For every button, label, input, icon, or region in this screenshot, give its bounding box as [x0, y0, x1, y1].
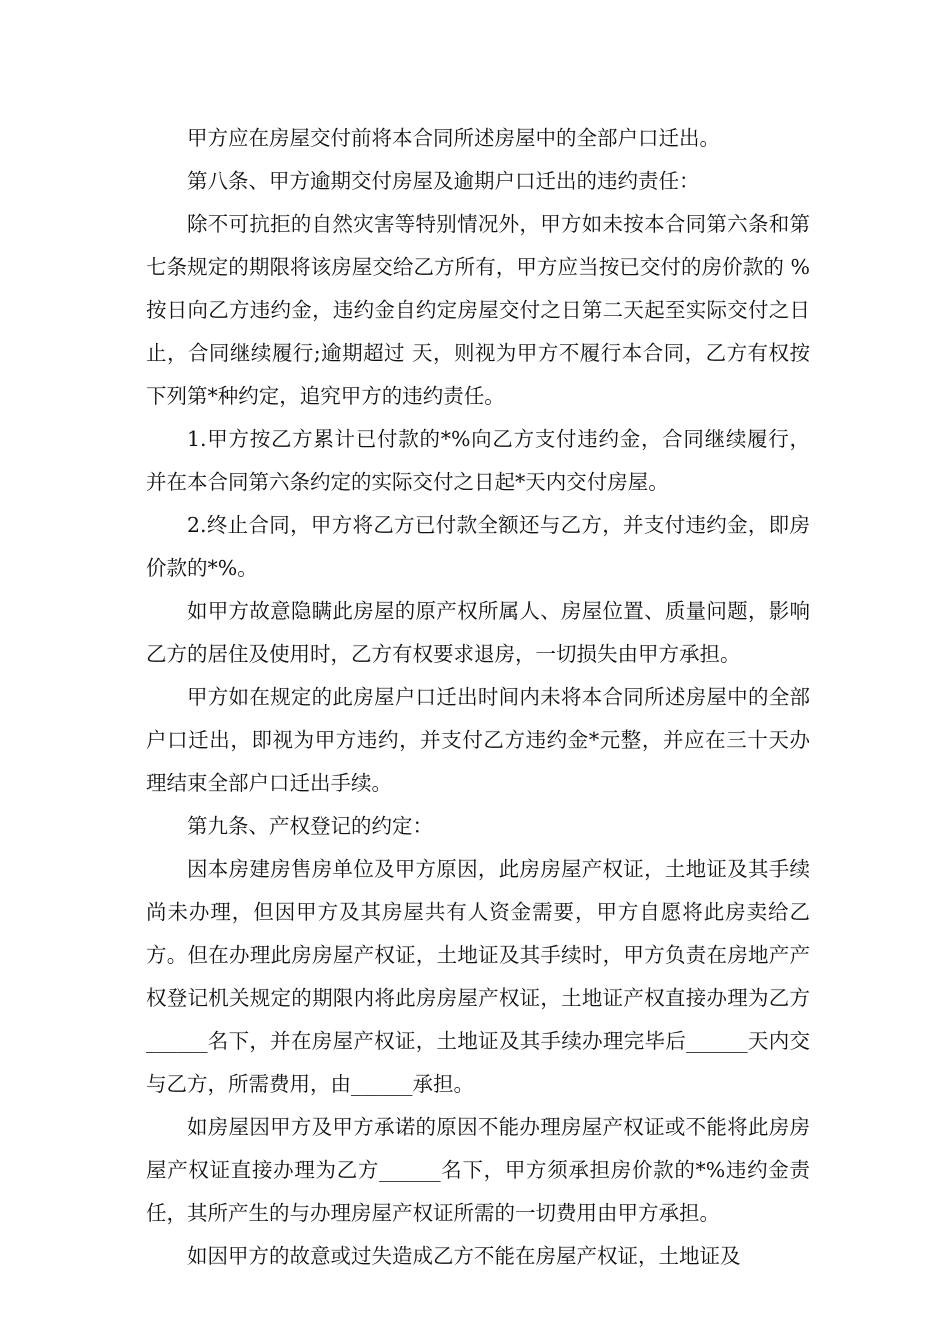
paragraph-registration-failure: 如房屋因甲方及甲方承诺的原因不能办理房屋产权证或不能将此房房屋产权证直接办理为乙方______名下，甲方须承担房价款的*%违约金责任，其所产生的与办理房屋产权证所需的一切费用由甲方承担。 [146, 1115, 810, 1225]
document-body [146, 117, 810, 1278]
paragraph-option-1: 1.甲方按乙方累计已付款的*%向乙方支付违约金，合同继续履行，并在本合同第六条约定的实际交付之日起*天内交付房屋。 [146, 427, 810, 494]
paragraph-household-removal: 甲方应在房屋交付前将本合同所述房屋中的全部户口迁出。 [187, 126, 720, 150]
article-9-heading: 第九条、产权登记的约定： [187, 814, 433, 838]
paragraph-option-2: 2.终止合同，甲方将乙方已付款全额还与乙方，并支付违约金，即房价款的*%。 [146, 513, 810, 580]
paragraph-fault-clause: 如因甲方的故意或过失造成乙方不能在房屋产权证，土地证及 [187, 1244, 741, 1268]
paragraph-concealment: 如甲方故意隐瞒此房屋的原产权所属人、房屋位置、质量问题，影响乙方的居住及使用时，乙方有权要求退房，一切损失由甲方承担。 [146, 599, 810, 666]
paragraph-delay-liability: 除不可抗拒的自然灾害等特别情况外，甲方如未按本合同第六条和第七条规定的期限将该房屋交给乙方所有，甲方应当按已交付的房价款的 %按日向乙方违约金，违约金自约定房屋交付之日第二天起至实际交付之日止，合同继续履行;逾期超过 天，则视为甲方不履行本合同，乙方有权按下列第*种约定，追究甲方的违约责任。 [146, 212, 810, 408]
paragraph-title-registration: 因本房建房售房单位及甲方原因，此房房屋产权证，土地证及其手续尚未办理，但因甲方及其房屋共有人资金需要，甲方自愿将此房卖给乙方。但在办理此房房屋产权证，土地证及其手续时，甲方负责在房地产产权登记机关规定的期限内将此房房屋产权证，土地证产权直接办理为乙方______名下，并在房屋产权证，土地证及其手续办理完毕后______天内交与乙方，所需费用，由______承担。 [146, 857, 810, 1096]
paragraph-household-penalty: 甲方如在规定的此房屋户口迁出时间内未将本合同所述房屋中的全部户口迁出，即视为甲方违约，并支付乙方违约金*元整，并应在三十天办理结束全部户口迁出手续。 [146, 685, 810, 795]
article-8-heading: 第八条、甲方逾期交付房屋及逾期户口迁出的违约责任： [187, 169, 700, 193]
